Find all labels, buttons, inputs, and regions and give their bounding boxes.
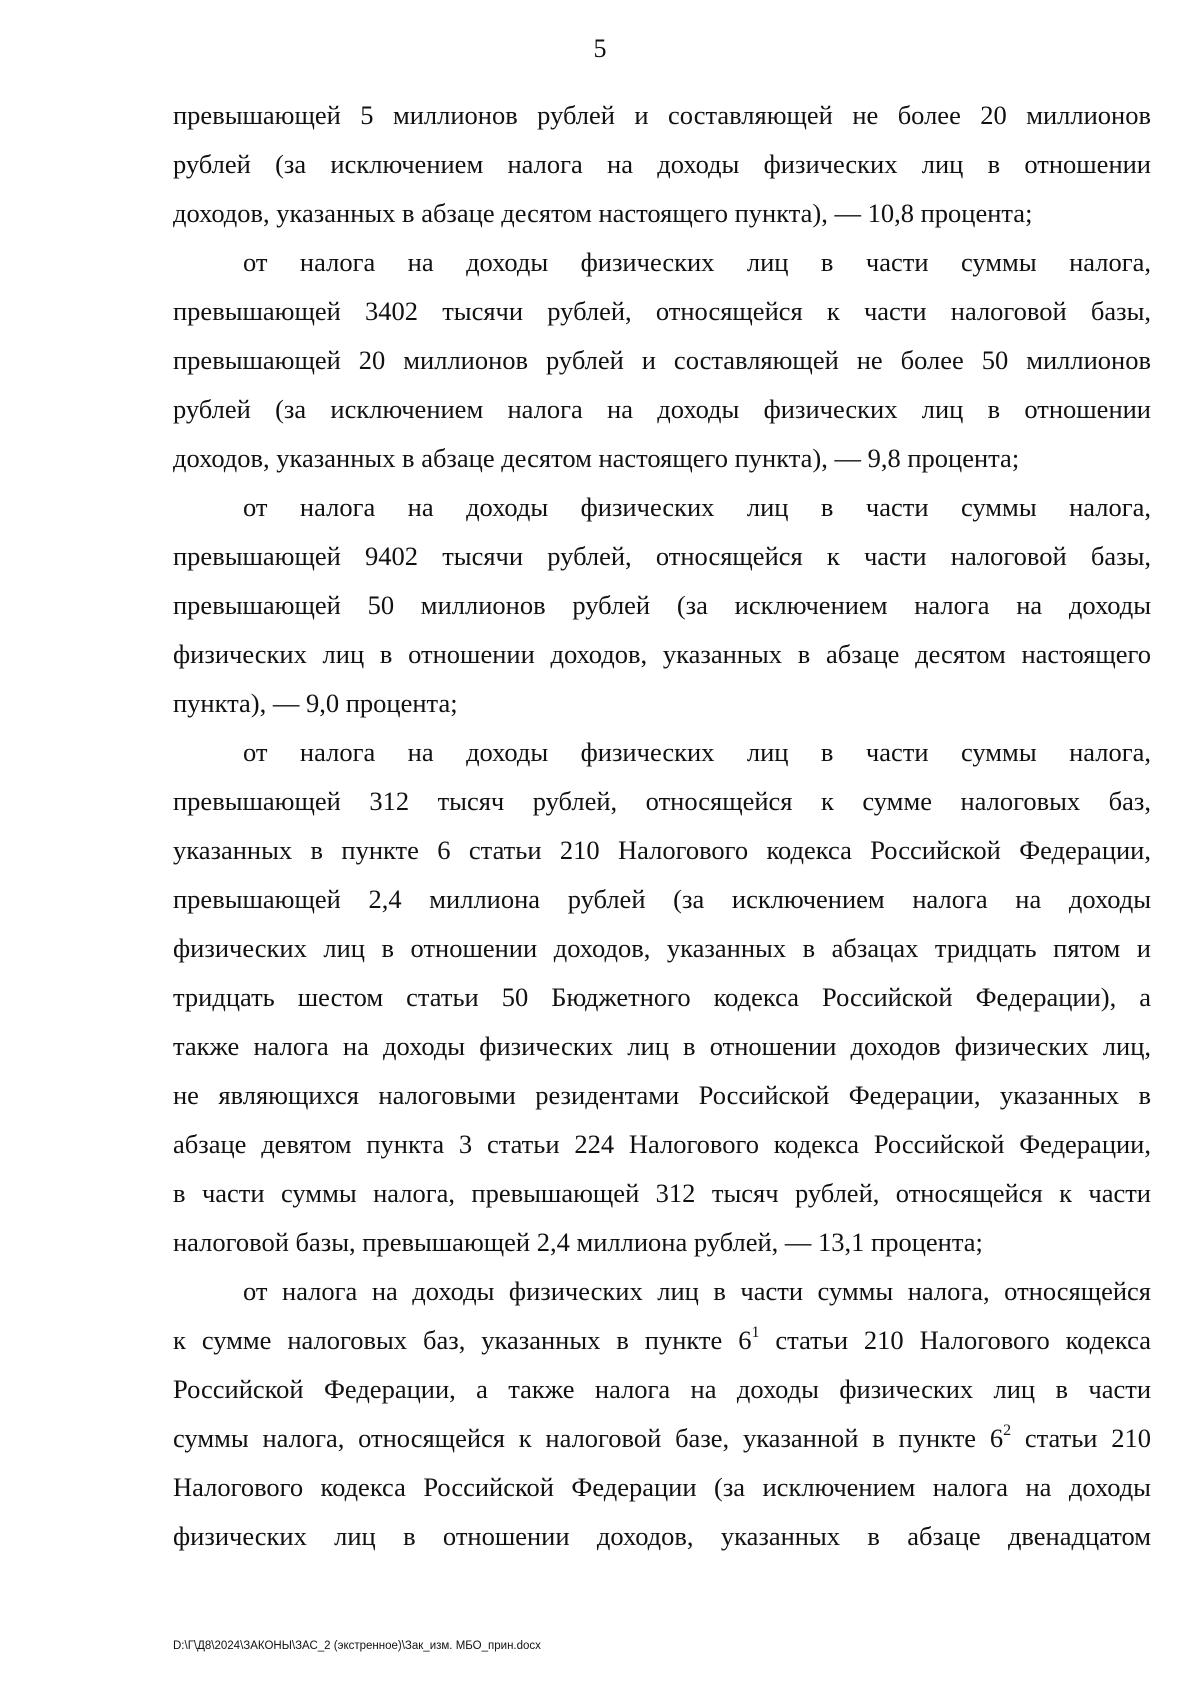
text-line: суммы налога, относящейся к налоговой базе, указанной в пункте $6^2$ статьи 210: [173, 1422, 1151, 1453]
text-line: не являющихся налоговыми резидентами Российской Федерации, указанных в: [173, 1080, 1151, 1110]
text-line: от налога на доходы физических лиц в части суммы налога,: [243, 737, 1151, 767]
text-line: от налога на доходы физических лиц в части суммы налога,: [243, 492, 1151, 522]
text-line: также налога на доходы физических лиц в отношении доходов физических лиц,: [173, 1031, 1151, 1061]
text-line: от налога на доходы физических лиц в части суммы налога, относящейся: [243, 1276, 1151, 1306]
text-line: налоговой базы, превышающей 2,4 миллиона рублей, — 13,1 процента;: [173, 1227, 983, 1257]
text-line: в части суммы налога, превышающей 312 тысяч рублей, относящейся к части: [173, 1178, 1151, 1208]
page-number: 5: [593, 34, 607, 63]
text-line: рублей (за исключением налога на доходы физических лиц в отношении: [173, 394, 1151, 424]
document-body: [173, 91, 1151, 1561]
paragraph: [173, 483, 1151, 728]
text-line: превышающей 20 миллионов рублей и составляющей не более 50 миллионов: [173, 345, 1151, 375]
text-line: доходов, указанных в абзаце десятом настоящего пункта), — 9,8 процента;: [173, 443, 1020, 473]
paragraph: [173, 728, 1151, 1267]
text-line: физических лиц в отношении доходов, указанных в абзаце двенадцатом: [173, 1521, 1151, 1551]
text-line: к сумме налоговых баз, указанных в пункте $6^1$ статьи 210 Налогового кодекса: [173, 1324, 1151, 1355]
paragraph: [173, 238, 1151, 483]
text-line: Российской Федерации, а также налога на доходы физических лиц в части: [173, 1374, 1151, 1404]
text-line: превышающей 2,4 миллиона рублей (за исключением налога на доходы: [173, 884, 1151, 914]
text-line: абзаце девятом пункта 3 статьи 224 Налогового кодекса Российской Федерации,: [173, 1129, 1151, 1159]
text-line: от налога на доходы физических лиц в части суммы налога,: [243, 247, 1151, 277]
footer-file-path: D:\Г\Д8\2024\ЗАКОНЫ\ЗАС_2 (экстренное)\Зак_изм. МБО_прин.docx: [173, 1640, 541, 1652]
text-line: превышающей 5 миллионов рублей и составляющей не более 20 миллионов: [173, 100, 1151, 130]
text-line: тридцать шестом статьи 50 Бюджетного кодекса Российской Федерации), а: [173, 982, 1151, 1012]
text-line: превышающей 312 тысяч рублей, относящейся к сумме налоговых баз,: [173, 786, 1151, 816]
text-line: Налогового кодекса Российской Федерации (за исключением налога на доходы: [173, 1472, 1151, 1502]
text-line: превышающей 9402 тысячи рублей, относящейся к части налоговой базы,: [173, 541, 1151, 571]
text-line: физических лиц в отношении доходов, указанных в абзацах тридцать пятом и: [173, 933, 1151, 963]
text-line: пункта), — 9,0 процента;: [173, 688, 458, 718]
text-line: физических лиц в отношении доходов, указанных в абзаце десятом настоящего: [173, 639, 1151, 669]
text-line: рублей (за исключением налога на доходы физических лиц в отношении: [173, 149, 1151, 179]
text-line: указанных в пункте 6 статьи 210 Налогового кодекса Российской Федерации,: [173, 835, 1151, 865]
text-line: превышающей 50 миллионов рублей (за исключением налога на доходы: [173, 590, 1151, 620]
paragraph: [173, 91, 1151, 238]
paragraph: [173, 1267, 1151, 1561]
text-line: превышающей 3402 тысячи рублей, относящейся к части налоговой базы,: [173, 296, 1151, 326]
text-line: доходов, указанных в абзаце десятом настоящего пункта), — 10,8 процента;: [173, 198, 1033, 228]
